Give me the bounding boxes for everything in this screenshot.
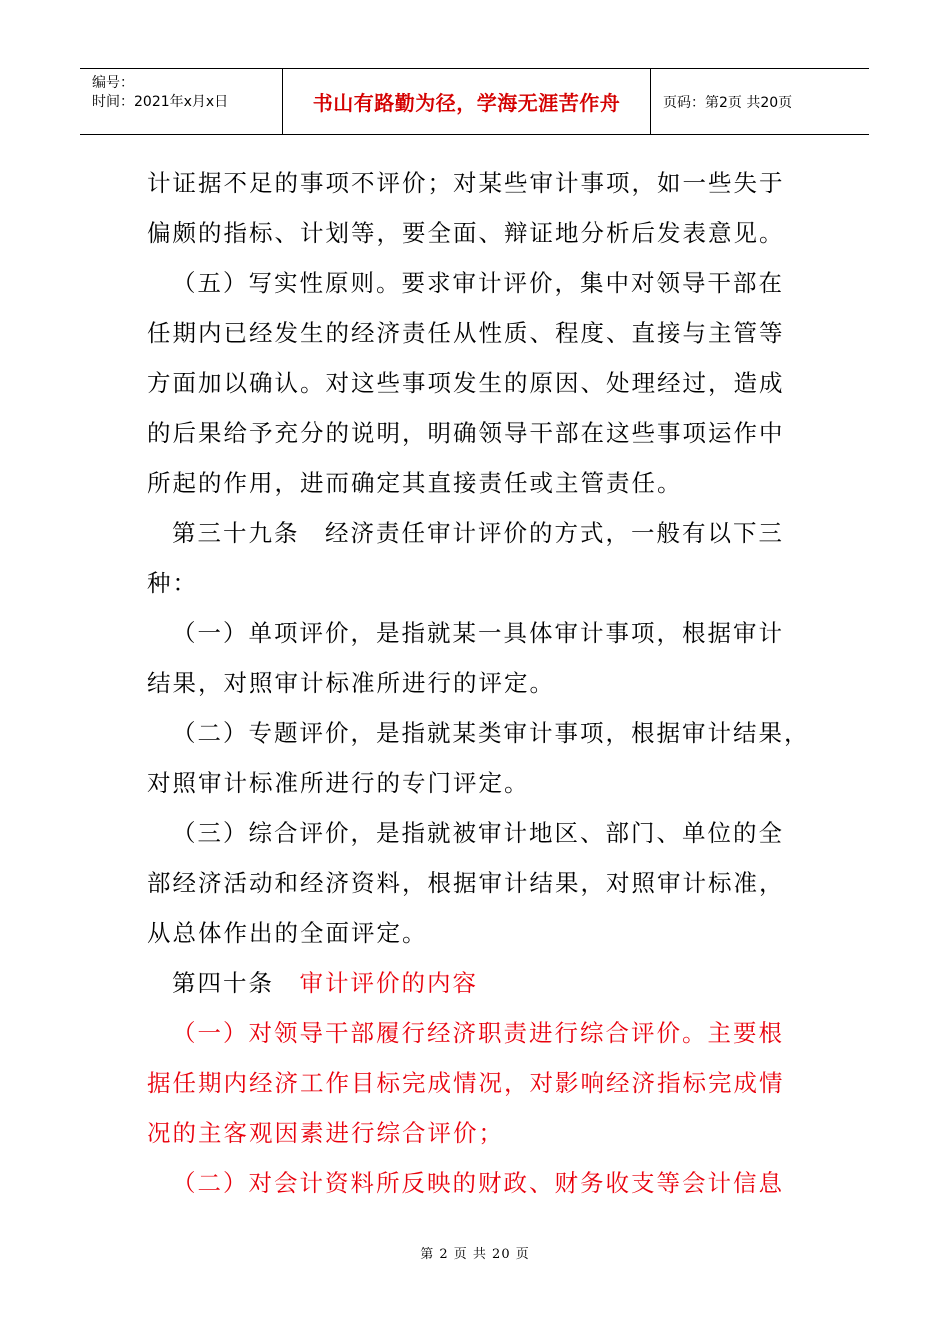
body-line: 据任期内经济工作目标完成情况，对影响经济指标完成情	[147, 1069, 785, 1097]
body-line: （三）综合评价，是指就被审计地区、部门、单位的全	[172, 819, 784, 847]
body-line: （一）单项评价，是指就某一具体审计事项，根据审计	[172, 619, 784, 647]
article-heading: 第三十九条 经济责任审计评价的方式，一般有以下三	[172, 519, 784, 547]
body-line: （二）专题评价，是指就某类审计事项，根据审计结果，	[172, 719, 810, 747]
article-title: 审计评价的内容	[299, 969, 478, 997]
body-line: 结果，对照审计标准所进行的评定。	[147, 669, 555, 697]
body-line: 偏颇的指标、计划等，要全面、辩证地分析后发表意见。	[147, 219, 785, 247]
header-page-info: 页码：第2页 共20页	[663, 94, 793, 111]
article-heading	[172, 968, 478, 998]
body-line: 方面加以确认。对这些事项发生的原因、处理经过，造成	[147, 369, 785, 397]
body-line: （一）对领导干部履行经济职责进行综合评价。主要根	[172, 1019, 784, 1047]
document-header	[80, 68, 869, 135]
body-line: 任期内已经发生的经济责任从性质、程度、直接与主管等	[147, 319, 785, 347]
header-meta	[80, 69, 283, 134]
body-line: 种：	[147, 569, 198, 597]
date-label: 时间：2021年x月x日	[92, 94, 229, 110]
body-line: 从总体作出的全面评定。	[147, 919, 428, 947]
page-footer: 第 2 页 共 20 页	[420, 1247, 530, 1262]
body-line: 况的主客观因素进行综合评价；	[147, 1119, 504, 1147]
body-line: 所起的作用，进而确定其直接责任或主管责任。	[147, 469, 683, 497]
body-line: （五）写实性原则。要求审计评价，集中对领导干部在	[172, 269, 784, 297]
body-line: 对照审计标准所进行的专门评定。	[147, 769, 530, 797]
number-label: 编号：	[92, 75, 134, 91]
body-line: 部经济活动和经济资料，根据审计结果，对照审计标准，	[147, 869, 785, 897]
body-line: 计证据不足的事项不评价；对某些审计事项，如一些失于	[147, 169, 785, 197]
article-number: 第四十条	[172, 969, 300, 997]
body-line: 的后果给予充分的说明，明确领导干部在这些事项运作中	[147, 419, 785, 447]
header-motto: 书山有路勤为径，学海无涯苦作舟	[283, 69, 651, 134]
body-line: （二）对会计资料所反映的财政、财务收支等会计信息	[172, 1169, 784, 1197]
